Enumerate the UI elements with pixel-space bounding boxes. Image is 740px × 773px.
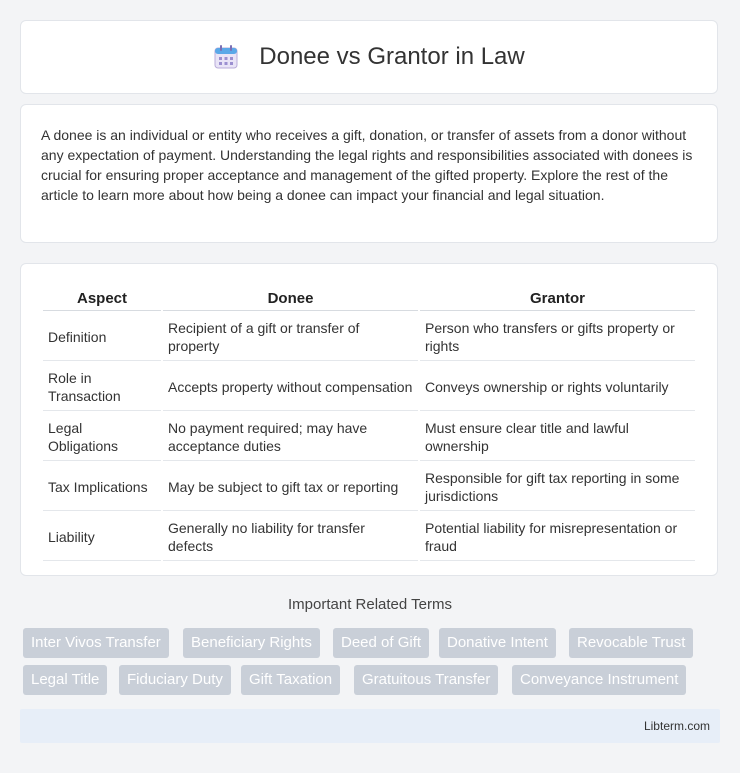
related-terms-title: Important Related Terms [288,596,452,613]
table-cell: Definition [43,313,161,361]
tag-conveyance-instrument[interactable]: Conveyance Instrument [512,665,686,695]
table-cell: Responsible for gift tax reporting in some jurisdictions [420,463,695,511]
table-cell: May be subject to gift tax or reporting [163,463,418,511]
table-cell: No payment required; may have acceptance duties [163,413,418,461]
tag-inter-vivos-transfer[interactable]: Inter Vivos Transfer [23,628,169,658]
calendar-icon [213,44,239,70]
table-row [43,413,695,461]
column-header: Grantor [420,286,695,311]
table-cell: Conveys ownership or rights voluntarily [420,363,695,411]
tag-donative-intent[interactable]: Donative Intent [439,628,556,658]
comparison-card [20,263,718,576]
tag-beneficiary-rights[interactable]: Beneficiary Rights [183,628,320,658]
table-cell: Potential liability for misrepresentation or fraud [420,513,695,561]
column-header: Donee [163,286,418,311]
table-cell: Generally no liability for transfer defects [163,513,418,561]
table-cell: Person who transfers or gifts property or rights [420,313,695,361]
table-cell: Accepts property without compensation [163,363,418,411]
table-cell: Recipient of a gift or transfer of property [163,313,418,361]
table-cell: Liability [43,513,161,561]
table-cell: Tax Implications [43,463,161,511]
table-cell: Legal Obligations [43,413,161,461]
header-card [20,20,718,94]
table-row [43,363,695,411]
page-title: Donee vs Grantor in Law [259,43,525,70]
comparison-table [41,284,697,563]
tag-gift-taxation[interactable]: Gift Taxation [241,665,340,695]
table-row [43,513,695,561]
tag-deed-of-gift[interactable]: Deed of Gift [333,628,429,658]
column-header: Aspect [43,286,161,311]
table-cell: Must ensure clear title and lawful ownership [420,413,695,461]
intro-text: A donee is an individual or entity who receives a gift, donation, or transfer of assets from a donor without any expectation of payment. Understanding the legal rights and responsibilities associated with donees is crucial for ensuring proper acceptance and management of the gifted property. Explore the rest of the article to learn more about how being a donee can impact your financial and legal situation. [41,127,693,203]
tag-revocable-trust[interactable]: Revocable Trust [569,628,693,658]
table-header-row [43,286,695,311]
tag-fiduciary-duty[interactable]: Fiduciary Duty [119,665,231,695]
table-row [43,313,695,361]
intro-card [20,104,718,243]
table-cell: Role in Transaction [43,363,161,411]
footer [20,709,720,743]
footer-site-link[interactable]: Libterm.com [643,719,710,733]
table-row [43,463,695,511]
tag-legal-title[interactable]: Legal Title [23,665,107,695]
tag-gratuitous-transfer[interactable]: Gratuitous Transfer [354,665,498,695]
